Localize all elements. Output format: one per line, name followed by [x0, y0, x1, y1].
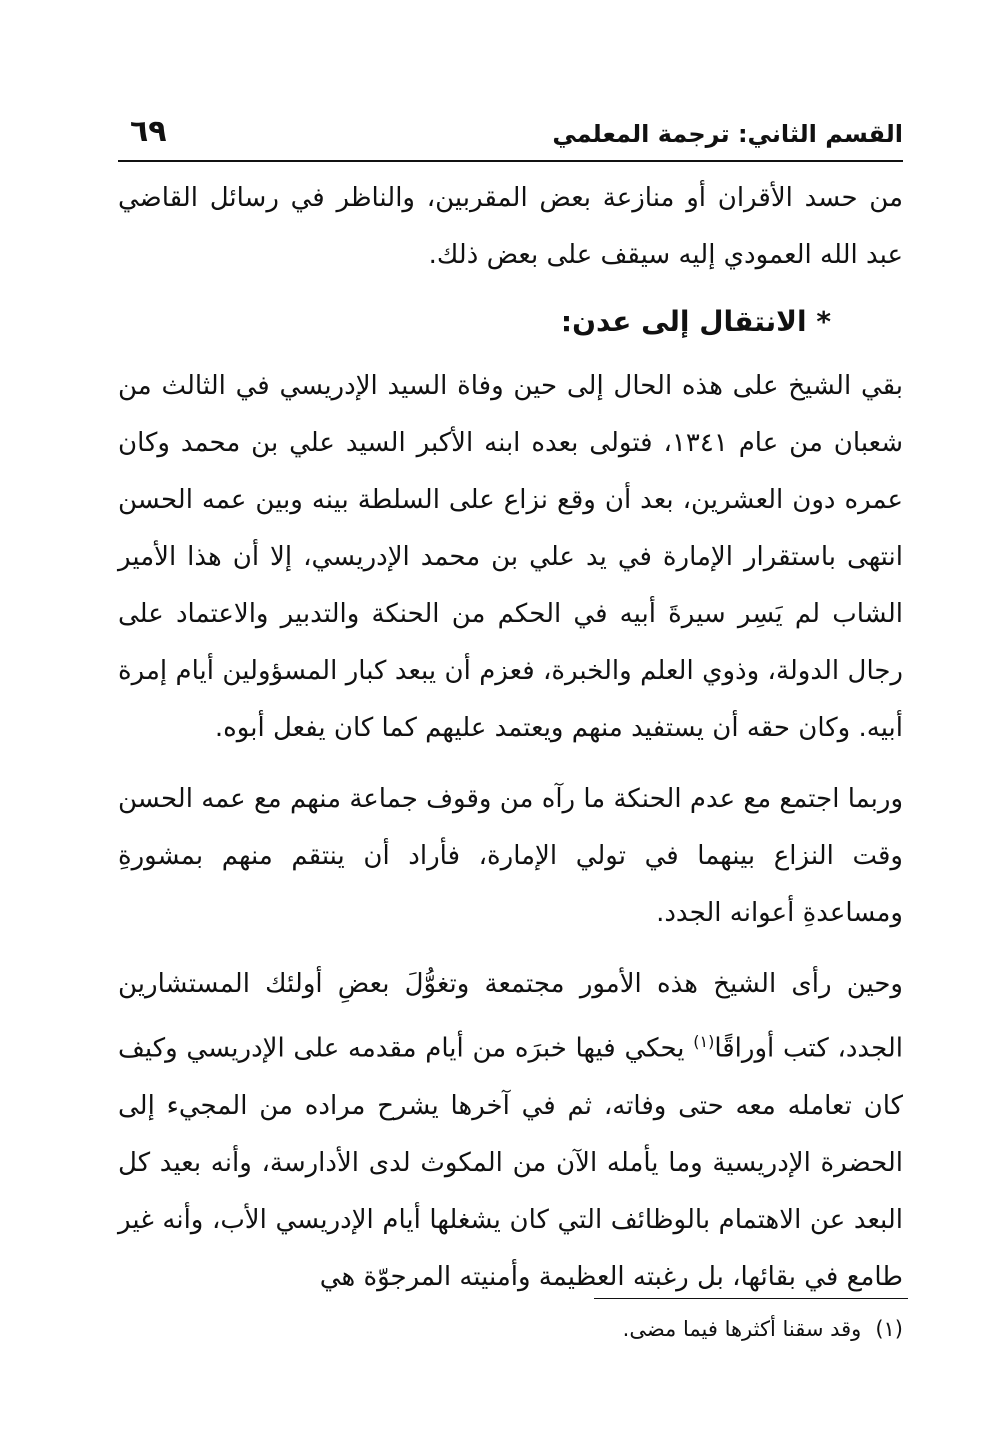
- paragraph-spacer: [118, 942, 903, 956]
- footnote-marker: (١): [875, 1317, 903, 1341]
- paragraph-2: بقي الشيخ على هذه الحال إلى حين وفاة السيد الإدريسي في الثالث من شعبان من عام ١٣٤١، فتولى بعده ابنه الأكبر السيد علي بن محمد وكان عمره دون العشرين، بعد أن وقع نزاع على السلطة بينه وبين عمه الحسن انتهى باستقرار الإمارة في يد علي بن محمد الإدريسي، إلا أن هذا الأمير الشاب لم يَسِر سيرةَ أبيه في الحكم من الحنكة والتدبير والاعتماد على رجال الدولة، وذوي العلم والخبرة، فعزم أن يبعد كبار المسؤولين أيام إمرة أبيه. وكان حقه أن يستفيد منهم ويعتمد عليهم كما كان يفعل أبوه.: [118, 371, 903, 743]
- footnote-text: وقد سقنا أكثرها فيما مضى.: [622, 1317, 862, 1341]
- paragraph-4-start: وحين رأى الشيخ هذه الأمور مجتمعة وتغوُّلَ بعضِ أولئك المستشارين الجدد، كتب أوراقًا: [118, 969, 903, 1064]
- footnote-reference: (١): [693, 1032, 715, 1051]
- running-header: [118, 112, 903, 160]
- section-heading: * الانتقال إلى عدن:: [560, 305, 831, 338]
- footnote-divider: [594, 1298, 908, 1299]
- paragraph-4-rest: يحكي فيها خبرَه من أيام مقدمه على الإدريسي وكيف كان تعامله معه حتى وفاته، ثم في آخرها يشرح مراده من المجيء إلى الحضرة الإدريسية وما يأمله الآن من المكوث لدى الأدارسة، وأنه بعيد كل البعد عن الاهتمام بالوظائف التي كان يشغلها أيام الإدريسي الأب، وأنه غير طامع في بقائها، بل رغبته العظيمة وأمنيته المرجوّة هي: [118, 1033, 903, 1292]
- paragraph-1: من حسد الأقران أو منازعة بعض المقربين، والناظر في رسائل القاضي عبد الله العمودي إليه سيقف على بعض ذلك.: [118, 183, 903, 270]
- paragraph-3: وربما اجتمع مع عدم الحنكة ما رآه من وقوف جماعة منهم مع عمه الحسن وقت النزاع بينهما في تولي الإمارة، فأراد أن ينتقم منهم بمشورةِ ومساعدةِ أعوانه الجدد.: [118, 784, 903, 928]
- header-title: القسم الثاني: ترجمة المعلمي: [552, 120, 903, 148]
- paragraph-spacer: [118, 757, 903, 771]
- header-divider: [118, 160, 903, 162]
- page-number: ٦٩: [130, 114, 167, 149]
- paragraph-4: [118, 956, 903, 1306]
- page-body: [118, 170, 903, 1306]
- footnote: [623, 1312, 903, 1346]
